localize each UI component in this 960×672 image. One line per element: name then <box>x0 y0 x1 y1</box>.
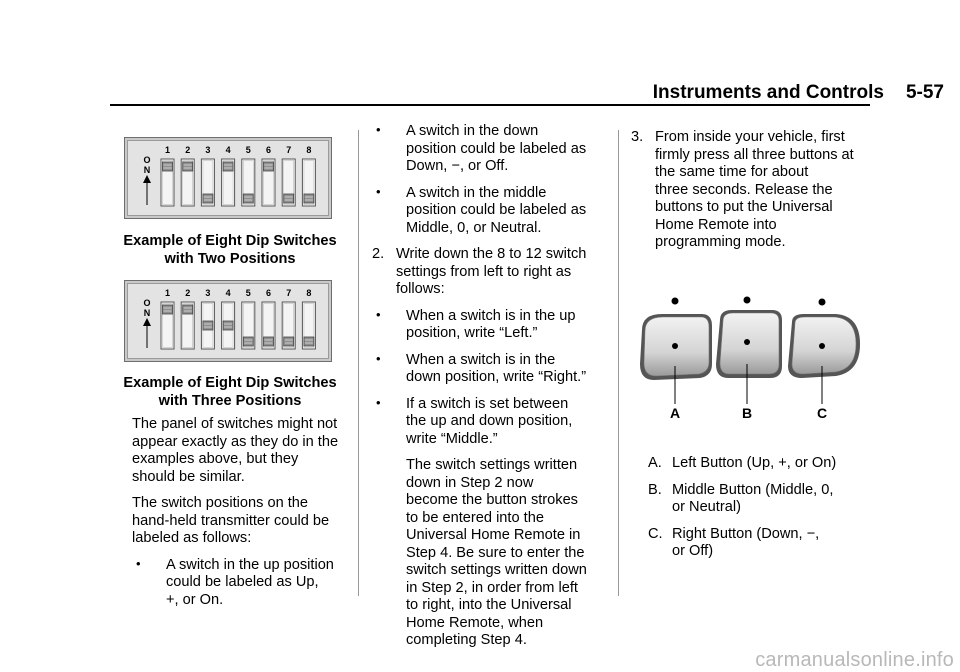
bullet-icon: • <box>376 350 381 366</box>
indicator-dot-c <box>819 299 826 306</box>
header-rule <box>110 104 870 106</box>
switch-number: 3 <box>205 288 211 298</box>
callout-label-a: A <box>669 405 681 421</box>
legend-c: C. Right Button (Down, −, or Off) <box>648 525 820 559</box>
switch-number: 5 <box>245 145 251 155</box>
switch-number: 7 <box>286 145 292 155</box>
switch-number: 6 <box>265 145 272 155</box>
dip-switch <box>181 159 194 206</box>
middle-button-b <box>716 310 782 378</box>
bullet-icon: • <box>376 122 381 137</box>
switch-number: 1 <box>164 288 171 298</box>
column-1 <box>110 233 350 268</box>
step-2: 2. Write down the 8 to 12 switch settings from left to right as follows: <box>372 246 587 297</box>
column-2 <box>372 123 622 650</box>
dip-switch <box>242 159 255 206</box>
right-button-c <box>788 314 860 378</box>
switch-number: 2 <box>185 145 191 155</box>
dip-switch <box>302 159 315 206</box>
column-3 <box>631 129 881 252</box>
figure-caption-1: Example of Eight Dip Switches with Two Positions <box>123 233 337 267</box>
bullet-icon: • <box>376 183 381 199</box>
left-button-a <box>640 314 712 380</box>
switch-number: 1 <box>164 145 171 155</box>
dip-switch <box>201 159 214 206</box>
bullet-icon: • <box>376 394 381 410</box>
switch-number: 8 <box>306 145 312 155</box>
switch-number: 4 <box>225 288 231 298</box>
legend-a: A. Left Button (Up, +, or On) <box>648 455 837 471</box>
indicator-dot-b <box>744 297 751 304</box>
page-header <box>560 82 944 104</box>
dip-switch <box>282 159 295 206</box>
sub-bullet-right: • When a switch is in the down position, write “Right.” <box>376 350 587 385</box>
dip-switch <box>161 302 174 349</box>
switch-number: 4 <box>225 145 231 155</box>
step-2-number: 2. <box>372 246 385 262</box>
switch-number: 5 <box>245 288 251 298</box>
step-3-number: 3. <box>631 129 644 145</box>
dip-switch <box>302 302 315 349</box>
watermark: carmanualsonline.info <box>755 649 954 671</box>
callout-label-b: B <box>741 405 753 421</box>
switch-number: 6 <box>265 288 272 298</box>
remote-buttons-figure <box>632 292 872 422</box>
sub-bullet-left: • When a switch is in the up position, write “Left.” <box>376 306 576 341</box>
dip-switch <box>201 302 214 349</box>
dip-switch-figure-two-positions <box>124 137 332 219</box>
switch-number: 2 <box>185 288 191 298</box>
figure-caption-2: Example of Eight Dip Switches with Three Positions <box>123 375 337 409</box>
bullet-icon: • <box>136 555 141 571</box>
paragraph-switch-positions: The switch positions on the hand-held transmitter could be labeled as follows: <box>132 495 330 546</box>
on-label-o: O <box>143 155 151 165</box>
step-2-note: The switch settings written down in Step 2 now become the button strokes to be entered into the Universal Home Remote in Step 4. Be sure to enter the switch settings written down in Step 2, in order from left to right, into the Universal Home Remote, when completing Step 4. <box>406 457 587 648</box>
sub-bullet-middle: • If a switch is set between the up and down position, write “Middle.” <box>376 394 573 447</box>
legend-b: B. Middle Button (Middle, 0, or Neutral) <box>648 481 834 515</box>
switch-number: 8 <box>306 288 312 298</box>
switch-number: 3 <box>205 145 211 155</box>
bullet-down-position: • A switch in the down position could be labeled as Down, −, or Off. <box>376 122 587 174</box>
column-1-lower <box>110 375 350 609</box>
bullet-middle-position: • A switch in the middle position could be labeled as Middle, 0, or Neutral. <box>376 183 587 236</box>
paragraph-panel-note: The panel of switches might not appear exactly as they do in the examples above, but they should be similar. <box>132 416 339 485</box>
bullet-up-position: • A switch in the up position could be labeled as Up, +, or On. <box>136 555 334 608</box>
dip-switch <box>181 302 194 349</box>
dip-switch <box>222 302 235 349</box>
dip-switch <box>161 159 174 206</box>
on-label-n: N <box>143 308 151 318</box>
dip-switch <box>242 302 255 349</box>
dip-switch-figure-three-positions <box>124 280 332 362</box>
dip-switch <box>262 159 275 206</box>
indicator-dot-a <box>672 298 679 305</box>
bullet-icon: • <box>376 306 381 322</box>
switch-number: 7 <box>286 288 292 298</box>
dip-switch <box>222 159 235 206</box>
page-number: 5-57 <box>905 82 944 103</box>
callout-label-c: C <box>816 405 828 421</box>
dip-switch <box>282 302 295 349</box>
section-title: Instruments and Controls <box>652 82 884 103</box>
column-divider-1 <box>358 130 359 596</box>
step-3: 3. From inside your vehicle, first firmly press all three buttons at the same time for about three seconds. Release the buttons to put the Universal Home Remote into programming mode. <box>631 129 854 250</box>
on-label-n: N <box>143 165 151 175</box>
button-legend <box>648 455 878 561</box>
on-label-o: O <box>143 298 151 308</box>
dip-switch <box>262 302 275 349</box>
